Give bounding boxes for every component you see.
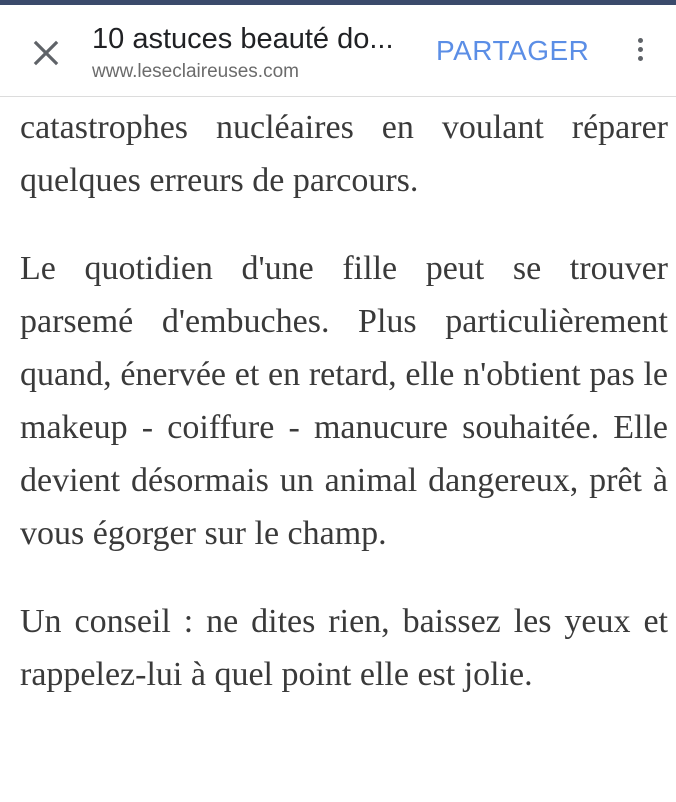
page-title: 10 astuces beauté do... — [92, 23, 394, 55]
article-paragraph: Un conseil : ne dites rien, baissez les yeux et rappelez-lui à quel point elle est jolie. — [20, 603, 668, 693]
page-url: www.leseclaireuses.com — [92, 61, 299, 82]
share-button[interactable]: PARTAGER — [436, 35, 590, 66]
custom-tab-toolbar — [0, 5, 676, 97]
more-vert-icon[interactable] — [622, 33, 658, 73]
article-body — [20, 97, 668, 701]
close-button[interactable] — [26, 33, 66, 73]
menu-dot — [638, 38, 643, 43]
menu-dot — [638, 56, 643, 61]
close-icon — [26, 33, 66, 73]
menu-dot — [638, 47, 643, 52]
page-title-block — [92, 21, 422, 85]
article-paragraph: Le quotidien d'une fille peut se trouver parsemé d'embuches. Plus particulièrement quand, énervée et en retard, elle n'obtient pas le makeup - coiffure - manucure souhaitée. Elle devient désormais un animal dangereux, prêt à vous égorger sur le champ. — [20, 250, 668, 552]
article-paragraph: catastrophes nucléaires en voulant réparer quelques erreurs de parcours. — [20, 109, 668, 199]
